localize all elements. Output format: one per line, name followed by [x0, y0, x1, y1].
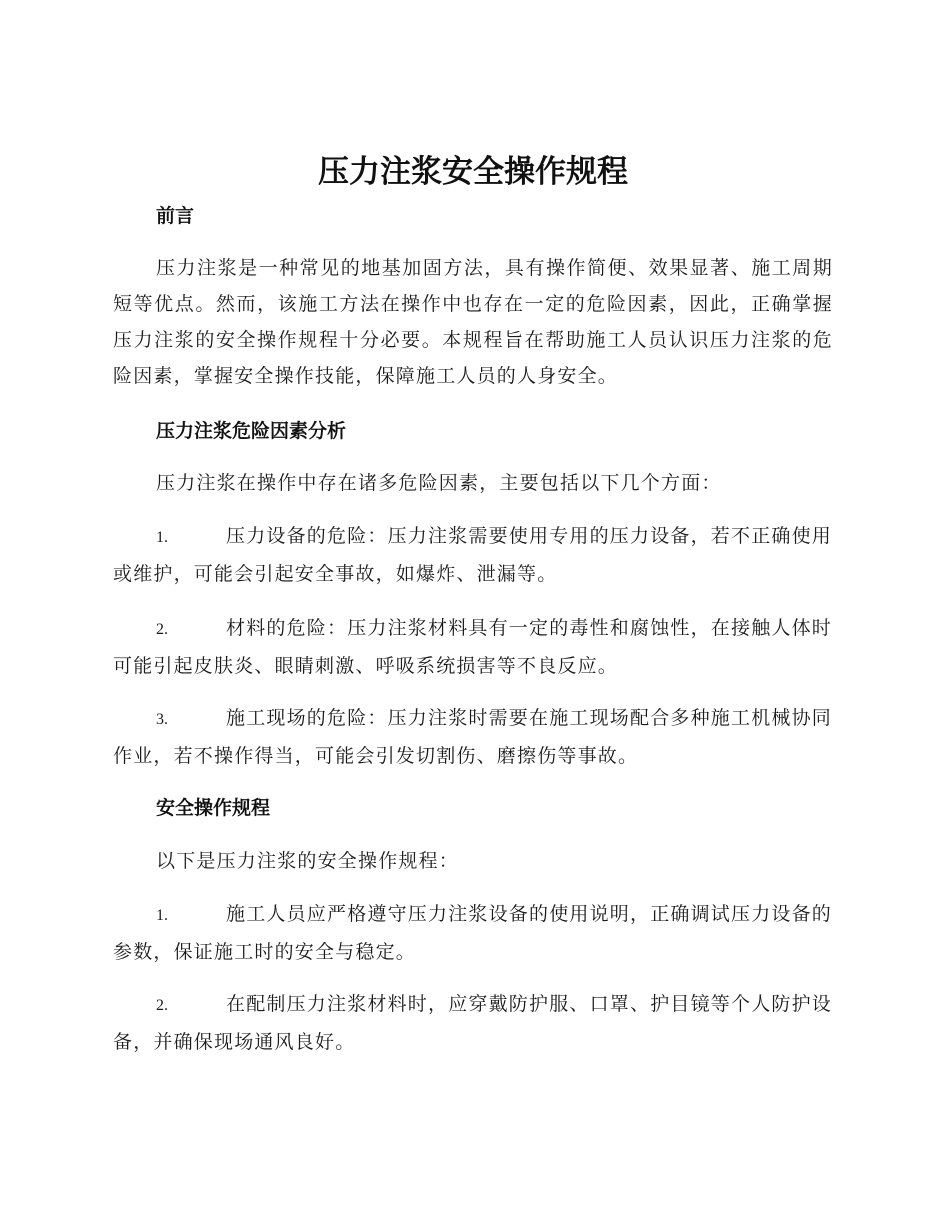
safety-intro: 以下是压力注浆的安全操作规程： — [156, 850, 460, 872]
section-heading-preface: 前言 — [156, 205, 195, 227]
hazard-item-number: 3. — [156, 711, 168, 728]
hazard-item-text: 施工现场的危险：压力注浆时需要在施工现场配合多种施工机械协同作业，若不操作得当，可能会引发切割伤、磨擦伤等事故。 — [113, 707, 833, 767]
hazard-item — [113, 700, 833, 774]
safety-item-number: 2. — [156, 997, 168, 1014]
hazards-intro: 压力注浆在操作中存在诸多危险因素，主要包括以下几个方面： — [156, 472, 722, 494]
section-heading-hazards: 压力注浆危险因素分析 — [156, 420, 347, 442]
document-title: 压力注浆安全操作规程 — [318, 154, 628, 190]
safety-item — [113, 896, 833, 970]
preface-paragraph: 压力注浆是一种常见的地基加固方法，具有操作简便、效果显著、施工周期短等优点。然而，该施工方法在操作中也存在一定的危险因素，因此，正确掌握压力注浆的安全操作规程十分必要。本规程旨在帮助施工人员认识压力注浆的危险因素，掌握安全操作技能，保障施工人员的人身安全。 — [113, 257, 833, 387]
safety-item-text: 施工人员应严格遵守压力注浆设备的使用说明，正确调试压力设备的参数，保证施工时的安全与稳定。 — [113, 903, 833, 963]
safety-item-number: 1. — [156, 907, 168, 924]
hazard-item-text: 材料的危险：压力注浆材料具有一定的毒性和腐蚀性，在接触人体时可能引起皮肤炎、眼睛刺激、呼吸系统损害等不良反应。 — [113, 617, 833, 677]
safety-item-text: 在配制压力注浆材料时，应穿戴防护服、口罩、护目镜等个人防护设备，并确保现场通风良好。 — [113, 993, 833, 1053]
hazard-item-number: 2. — [156, 621, 168, 638]
hazard-item — [113, 518, 833, 592]
safety-item — [113, 986, 833, 1060]
hazard-item-number: 1. — [156, 529, 168, 546]
section-heading-safety: 安全操作规程 — [156, 797, 271, 819]
hazard-item-text: 压力设备的危险：压力注浆需要使用专用的压力设备，若不正确使用或维护，可能会引起安全事故，如爆炸、泄漏等。 — [113, 525, 833, 585]
hazard-item — [113, 610, 833, 684]
